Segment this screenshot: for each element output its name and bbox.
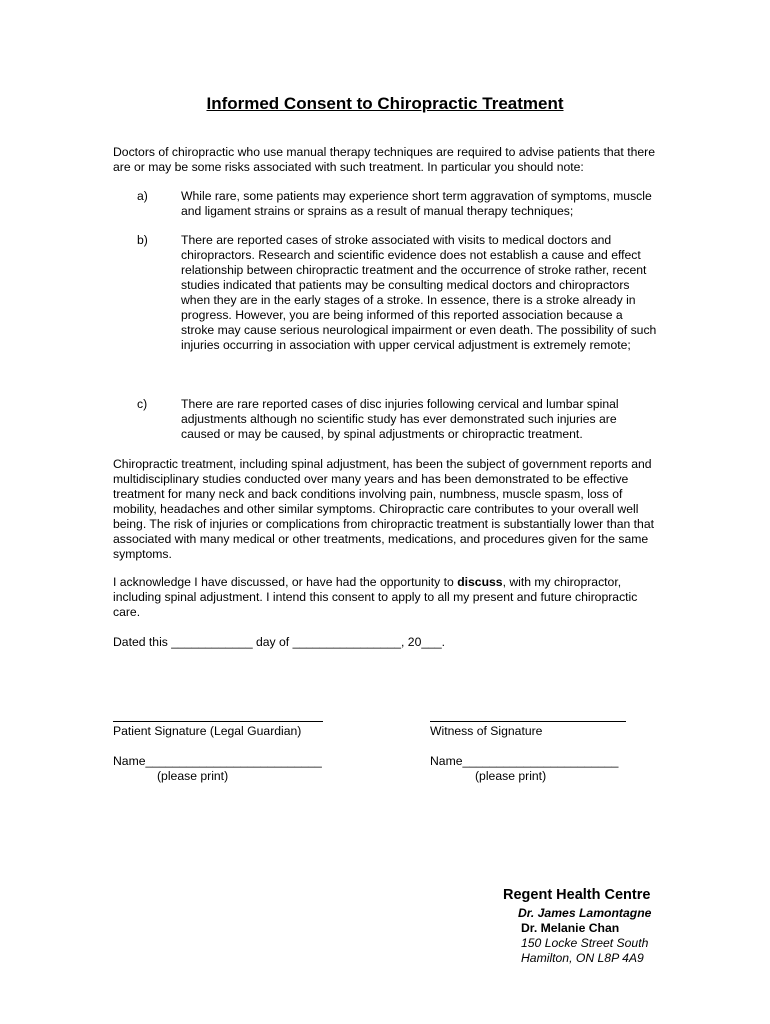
- page-title: Informed Consent to Chiropractic Treatment: [206, 94, 564, 113]
- list-item-label: b): [137, 233, 148, 247]
- witness-name-field[interactable]: Name_______________________: [430, 754, 619, 768]
- list-item-text: There are rare reported cases of disc injuries following cervical and lumbar spinal adjustments although no scientific study has ever demonstrated such injuries are caused or may be caused, by spinal adjustments or chiropractic treatment.: [181, 397, 619, 441]
- list-item-text: There are reported cases of stroke associated with visits to medical doctors and chiropractors. Research and scientific evidence does not establish a cause and effect relationship between chiropractic treatment and the occurrence of stroke rather, recent studies indicated that patients may be consulting medical doctors and chiropractors when they are in the early stages of a stroke. In essence, there is a stroke already in progress. However, you are being informed of this reported association because a stroke may cause serious neurological impairment or even death. The possibility of such injuries occurring in association with upper cervical adjustment is extremely remote;: [181, 233, 657, 352]
- doctor-name-1: Dr. James Lamontagne: [518, 906, 652, 920]
- witness-signature-line[interactable]: [430, 721, 626, 722]
- clinic-address-street: 150 Locke Street South: [521, 936, 649, 950]
- patient-signature-label: Patient Signature (Legal Guardian): [113, 724, 302, 738]
- doctor-name-2: Dr. Melanie Chan: [521, 921, 620, 935]
- patient-name-field[interactable]: Name__________________________: [113, 754, 322, 768]
- clinic-name: Regent Health Centre: [503, 887, 651, 903]
- intro-paragraph: Doctors of chiropractic who use manual therapy techniques are required to advise patients that there are or may be some risks associated with such treatment. In particular you should note:: [113, 145, 655, 174]
- acknowledgement-paragraph: [113, 575, 658, 620]
- patient-signature-line[interactable]: [113, 721, 323, 722]
- treatment-paragraph: Chiropractic treatment, including spinal adjustment, has been the subject of government reports and multidisciplinary studies conducted over many years and has been demonstrated to be effective treatment for many neck and back conditions involving pain, numbness, muscle spasm, loss of mobility, headaches and other similar symptoms. Chiropractic care contributes to your overall well being. The risk of injuries or complications from chiropractic treatment is substantially lower than that associated with many medical or other treatments, medications, and procedures given for the same symptoms.: [113, 457, 654, 561]
- acknowledgement-text-end: , with my chiropractor, including spinal adjustment. I intend this consent to apply to all my present and future chiropractic care.: [113, 575, 638, 619]
- list-item-label: a): [137, 189, 148, 203]
- patient-print-hint: (please print): [157, 769, 229, 783]
- list-item-text: While rare, some patients may experience short term aggravation of symptoms, muscle and ligament strains or sprains as a result of manual therapy techniques;: [181, 189, 652, 218]
- witness-signature-label: Witness of Signature: [430, 724, 543, 738]
- witness-print-hint: (please print): [475, 769, 547, 783]
- dated-line[interactable]: Dated this ____________ day of ________________, 20___.: [113, 635, 446, 649]
- acknowledgement-emphasis: discuss: [457, 575, 503, 589]
- clinic-address-city: Hamilton, ON L8P 4A9: [521, 951, 644, 965]
- list-item-label: c): [137, 397, 148, 411]
- acknowledgement-text-start: I acknowledge I have discussed, or have had the opportunity to: [113, 575, 458, 589]
